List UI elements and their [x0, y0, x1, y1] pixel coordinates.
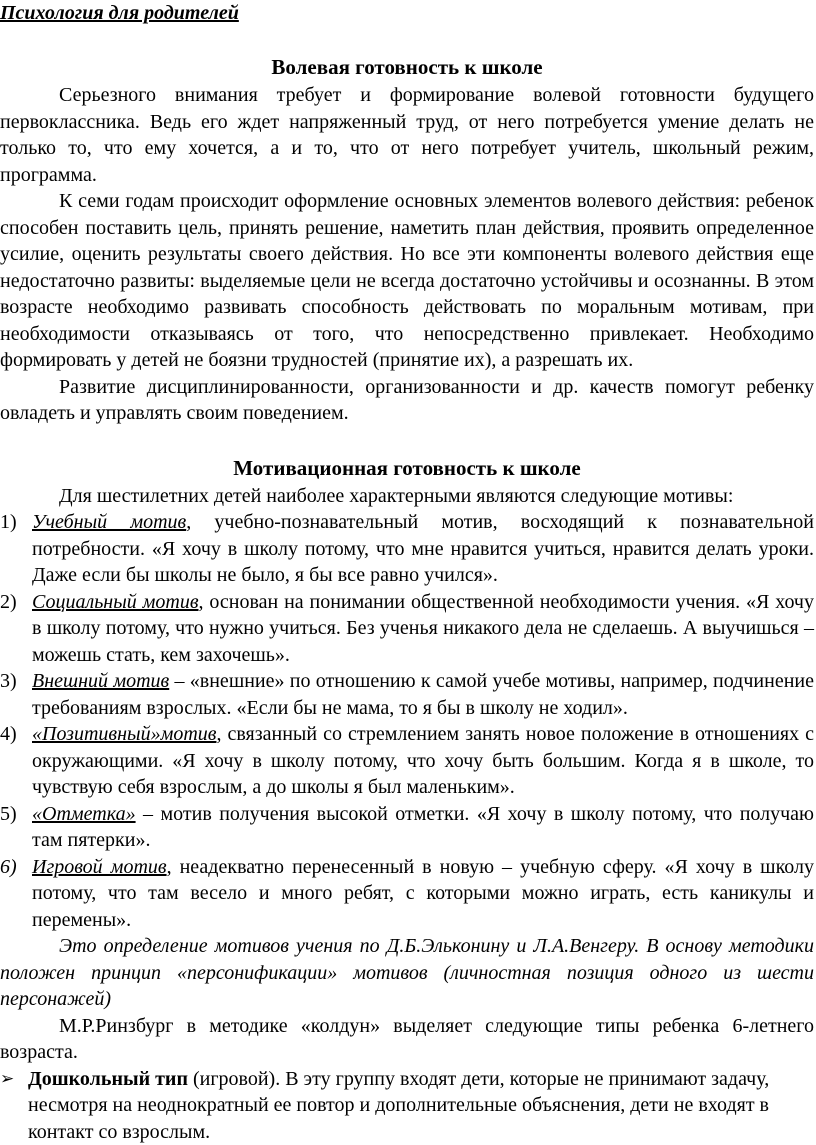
type-description: (игровой). В эту группу входят дети, которые не принимают задачу, несмотря на неоднократный ее повтор и дополнительные объяснения, дети не входят в контакт со взрослым. [28, 1068, 769, 1143]
list-item [0, 721, 814, 801]
list-number: 3) [0, 668, 32, 695]
child-types-list [0, 1066, 814, 1145]
motive-description: , неадекватно перенесенный в новую – учебную сферу. «Я хочу в школу потому, что там весело и много ребят, с которыми можно играть, есть каникулы и перемены». [32, 856, 814, 931]
list-item [0, 509, 814, 589]
section-title-motivational: Мотивационная готовность к школе [0, 454, 814, 483]
paragraph: К семи годам происходит оформление основных элементов волевого действия: ребенок способен поставить цель, принять решение, наметить план действия, проявить определенное усилие, оценить результаты своего действия. Но все эти компоненты волевого действия еще недостаточно развиты: выделяемые цели не всегда достаточно устойчивы и осознанны. В этом возрасте необходимо развивать способность действовать по моральным мотивам, при необходимости отказываясь от того, что непосредственно привлекает. Необходимо формировать у детей не боязни трудностей (принятие их), а разрешать их. [0, 188, 814, 374]
paragraph: Развитие дисциплинированности, организованности и др. качеств помогут ребенку овладеть и управлять своим поведением. [0, 374, 814, 427]
list-item [0, 1066, 814, 1145]
motive-term: «Отметка» [32, 803, 136, 825]
document-body [0, 53, 814, 1145]
list-number: 5) [0, 801, 32, 828]
motive-term: «Позитивный»мотив [32, 723, 216, 745]
list-item [0, 589, 814, 669]
motives-intro: Для шестилетних детей наиболее характерными являются следующие мотивы: [0, 483, 814, 510]
motive-description: , учебно-познавательный мотив, восходящий к познавательной потребности. «Я хочу в школу потому, что мне нравится учиться, нравится делать уроки. Даже если бы школы не было, я бы все равно учился». [32, 511, 814, 586]
motives-list [0, 509, 814, 933]
motive-term: Учебный мотив [32, 511, 186, 533]
methodology-note: Это определение мотивов учения по Д.Б.Эльконину и Л.А.Венгеру. В основу методики положен принцип «персонификации» мотивов (личностная позиция одного из шести персонажей) [0, 933, 814, 1013]
list-item [0, 854, 814, 934]
arrowhead-bullet-icon: ➢ [0, 1066, 24, 1093]
paragraph: Серьезного внимания требует и формирование волевой готовности будущего первоклассника. Ведь его ждет напряженный труд, от него потребуется умение делать не только то, что ему хочется, а и то, что от него потребует учитель, школьный режим, программа. [0, 82, 814, 188]
page-header: Психология для родителей [0, 0, 239, 26]
motive-term: Социальный мотив [32, 591, 199, 613]
motive-term: Внешний мотив [32, 670, 169, 692]
section-title-volitional: Волевая готовность к школе [0, 53, 814, 82]
list-number: 2) [0, 589, 32, 616]
motive-description: , связанный со стремлением занять новое положение в отношениях с окружающими. «Я хочу в школу потому, что хочу быть большим. Когда я в школе, то чувствую себя взрослым, а до школы я был маленьким». [32, 723, 814, 798]
rinzburg-paragraph: М.Р.Ринзбург в методике «колдун» выделяет следующие типы ребенка 6-летнего возраста. [0, 1013, 814, 1066]
motive-description: , основан на понимании общественной необходимости учения. «Я хочу в школу потому, что нужно учиться. Без ученья никакого дела не сделаешь. А выучишься – можешь стать, кем захочешь». [32, 591, 814, 666]
list-item [0, 801, 814, 854]
motive-description: – мотив получения высокой отметки. «Я хочу в школу потому, что получаю там пятерки». [32, 803, 814, 852]
motive-description: – «внешние» по отношению к самой учебе мотивы, например, подчинение требованиям взрослых. «Если бы не мама, то я бы в школу не ходил». [32, 670, 814, 719]
list-item [0, 668, 814, 721]
motive-term: Игровой мотив [32, 856, 167, 878]
list-number: 4) [0, 721, 32, 748]
list-number: 1) [0, 509, 32, 536]
list-number: 6) [0, 854, 32, 881]
type-name: Дошкольный тип [28, 1068, 188, 1090]
